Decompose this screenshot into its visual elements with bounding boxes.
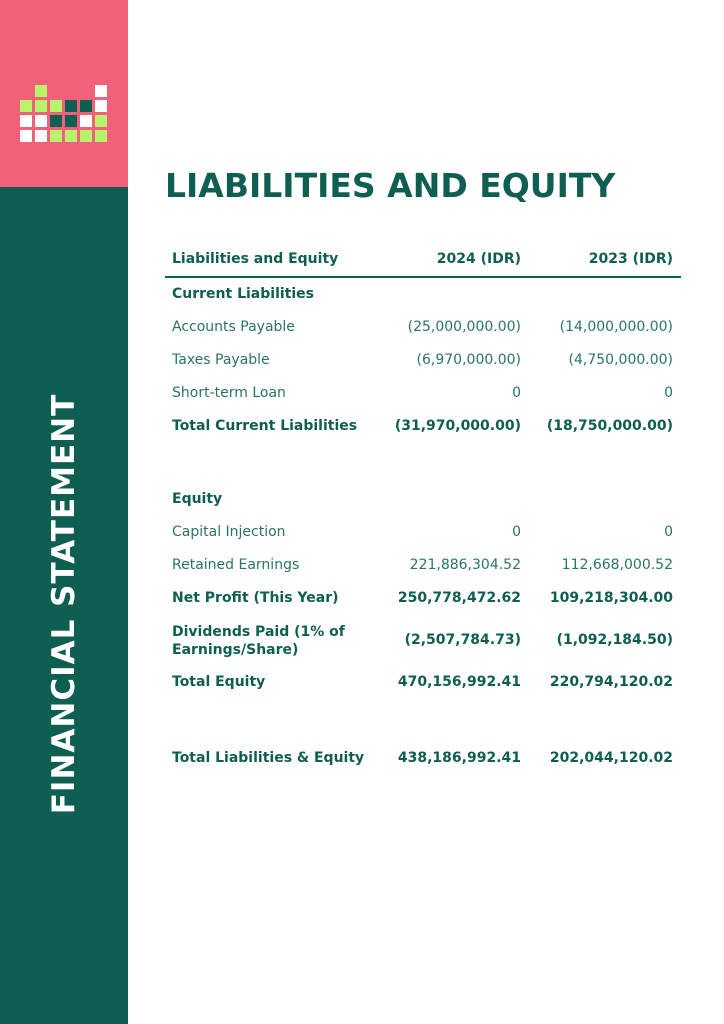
header-label: Liabilities and Equity (172, 251, 339, 267)
row-value-2024: 0 (512, 524, 521, 540)
row-label: Total Liabilities & Equity (172, 750, 365, 766)
header-2024: 2024 (IDR) (436, 251, 521, 267)
grand-total-row (165, 742, 681, 775)
row-label: Short-term Loan (172, 385, 286, 401)
table-row (165, 377, 681, 410)
row-label: Taxes Payable (172, 352, 270, 368)
row-label: Net Profit (This Year) (172, 590, 339, 606)
row-label: Dividends Paid (1% of Earnings/Share) (172, 624, 345, 658)
row-value-2024: (2,507,784.73) (404, 632, 521, 648)
row-value-2023: 0 (664, 524, 673, 540)
row-value-2024: (6,970,000.00) (416, 352, 521, 368)
row-value-2024: 0 (512, 385, 521, 401)
page-title: LIABILITIES AND EQUITY (165, 166, 616, 205)
row-value-2023: (1,092,184.50) (556, 632, 673, 648)
row-value-2024: 250,778,472.62 (397, 590, 521, 606)
table-row (165, 344, 681, 377)
sidebar-top-panel (0, 0, 128, 187)
liabilities-equity-table (165, 243, 681, 775)
row-value-2024: 438,186,992.41 (397, 750, 521, 766)
table-header-row (165, 243, 681, 278)
row-value-2023: (4,750,000.00) (568, 352, 673, 368)
row-label: Retained Earnings (172, 557, 300, 573)
section-heading-current-liabilities (165, 278, 681, 311)
row-value-2024: 221,886,304.52 (409, 557, 521, 573)
table-row (165, 311, 681, 344)
section-heading-label: Current Liabilities (172, 286, 314, 302)
total-current-liabilities-row (165, 410, 681, 443)
total-equity-row (165, 666, 681, 699)
dividends-row (165, 615, 681, 666)
row-label: Total Current Liabilities (172, 418, 358, 434)
row-value-2024: (25,000,000.00) (407, 319, 521, 335)
row-label: Accounts Payable (172, 319, 295, 335)
header-2023: 2023 (IDR) (588, 251, 673, 267)
row-value-2023: (18,750,000.00) (546, 418, 673, 434)
spacer (165, 443, 681, 483)
row-value-2023: 220,794,120.02 (549, 674, 673, 690)
row-value-2023: 112,668,000.52 (561, 557, 673, 573)
bar-grid-logo-icon (20, 85, 108, 142)
vertical-section-title: FINANCIAL STATEMENT (46, 393, 82, 815)
spacer (165, 699, 681, 742)
row-value-2023: 0 (664, 385, 673, 401)
row-label: Total Equity (172, 674, 266, 690)
table-row (165, 549, 681, 582)
section-heading-label: Equity (172, 491, 223, 507)
row-value-2023: (14,000,000.00) (559, 319, 673, 335)
table-row (165, 516, 681, 549)
row-value-2024: (31,970,000.00) (394, 418, 521, 434)
row-label: Capital Injection (172, 524, 286, 540)
net-profit-row (165, 582, 681, 615)
row-value-2023: 202,044,120.02 (549, 750, 673, 766)
section-heading-equity (165, 483, 681, 516)
row-value-2024: 470,156,992.41 (397, 674, 521, 690)
row-value-2023: 109,218,304.00 (549, 590, 673, 606)
